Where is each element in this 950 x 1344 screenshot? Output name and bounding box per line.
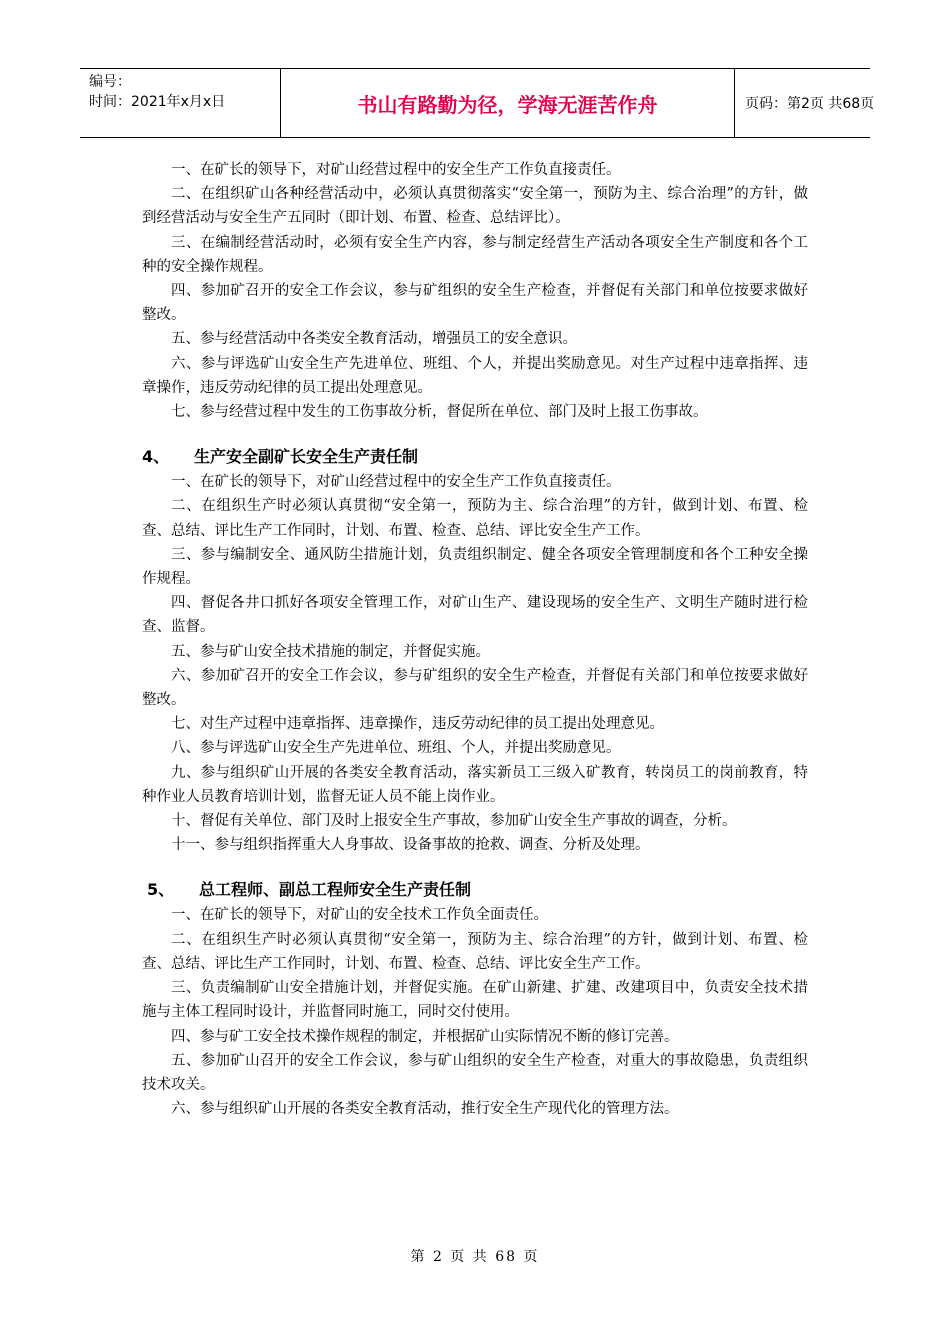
document-header <box>80 68 875 138</box>
paragraph: 五、参加矿山召开的安全工作会议，参与矿山组织的安全生产检查，对重大的事故隐患，负责组织技术攻关。 <box>142 1052 808 1093</box>
paragraph: 十、督促有关单位、部门及时上报安全生产事故，参加矿山安全生产事故的调查，分析。 <box>171 813 737 830</box>
section-heading <box>147 877 808 903</box>
section-number: 5、 <box>147 880 175 900</box>
paragraph: 三、负责编制矿山安全措施计划，并督促实施。在矿山新建、扩建、改建项目中，负责安全技术措施与主体工程同时设计，并监督同时施工，同时交付使用。 <box>142 980 808 1021</box>
paragraph: 八、参与评选矿山安全生产先进单位、班组、个人，并提出奖励意见。 <box>171 740 621 757</box>
section-title: 生产安全副矿长安全生产责任制 <box>194 447 419 467</box>
section-title: 总工程师、副总工程师安全生产责任制 <box>199 880 472 900</box>
paragraph: 七、参与经营过程中发生的工伤事故分析，督促所在单位、部门及时上报工伤事故。 <box>171 404 708 421</box>
section <box>142 857 808 1121</box>
paragraph: 十一、参与组织指挥重大人身事故、设备事故的抢救、调查、分析及处理。 <box>171 837 650 854</box>
paragraph: 四、督促各井口抓好各项安全管理工作，对矿山生产、建设现场的安全生产、文明生产随时进行检查、监督。 <box>142 595 808 636</box>
paragraph: 四、参加矿召开的安全工作会议，参与矿组织的安全生产检查，并督促有关部门和单位按要求做好整改。 <box>142 283 808 324</box>
section-heading <box>142 444 808 470</box>
paragraph: 五、参与矿山安全技术措施的制定，并督促实施。 <box>171 643 490 660</box>
section <box>142 158 808 424</box>
paragraph: 六、参加矿召开的安全工作会议，参与矿组织的安全生产检查，并督促有关部门和单位按要求做好整改。 <box>142 667 808 709</box>
paragraph: 一、在矿长的领导下，对矿山经营过程中的安全生产工作负直接责任。 <box>171 162 621 178</box>
doc-code-label: 编号： <box>89 74 131 90</box>
paragraph: 七、对生产过程中违章指挥、违章操作，违反劳动纪律的员工提出处理意见。 <box>171 716 664 733</box>
section-number: 4、 <box>142 447 170 467</box>
paragraph: 五、参与经营活动中各类安全教育活动，增强员工的安全意识。 <box>171 331 577 348</box>
paragraph: 三、参与编制安全、通风防尘措施计划，负责组织制定、健全各项安全管理制度和各个工种安全操作规程。 <box>142 546 808 588</box>
header-page-info: 页码：第2页 共68页 <box>745 96 875 112</box>
paragraph: 四、参与矿工安全技术操作规程的制定，并根据矿山实际情况不断的修订完善。 <box>171 1028 679 1045</box>
section <box>142 424 808 857</box>
doc-time-label: 时间：2021年x月x日 <box>89 94 226 110</box>
document-body <box>142 158 808 1121</box>
page-footer: 第 2 页 共 68 页 <box>410 1249 540 1265</box>
header-meta-cell <box>80 69 281 137</box>
paragraph: 六、参与评选矿山安全生产先进单位、班组、个人，并提出奖励意见。对生产过程中违章指挥、违章操作，违反劳动纪律的员工提出处理意见。 <box>142 355 808 396</box>
paragraph: 三、在编制经营活动时，必须有安全生产内容，参与制定经营生产活动各项安全生产制度和各个工种的安全操作规程。 <box>142 234 808 275</box>
paragraph: 一、在矿长的领导下，对矿山的安全技术工作负全面责任。 <box>171 907 548 924</box>
paragraph: 二、在组织生产时必须认真贯彻“安全第一，预防为主、综合治理”的方针，做到计划、布置、检查、总结、评比生产工作同时，计划、布置、检查、总结、评比安全生产工作。 <box>142 498 808 539</box>
paragraph: 二、在组织矿山各种经营活动中，必须认真贯彻落实“安全第一，预防为主、综合治理”的方针，做到经营活动与安全生产五同时（即计划、布置、检查、总结评比）。 <box>142 186 808 227</box>
paragraph: 九、参与组织矿山开展的各类安全教育活动，落实新员工三级入矿教育，转岗员工的岗前教育，特种作业人员教育培训计划，监督无证人员不能上岗作业。 <box>142 764 808 805</box>
header-motto: 书山有路勤为径，学海无涯苦作舟 <box>281 69 735 137</box>
paragraph: 六、参与组织矿山开展的各类安全教育活动，推行安全生产现代化的管理方法。 <box>171 1101 679 1118</box>
paragraph: 二、在组织生产时必须认真贯彻“安全第一，预防为主、综合治理”的方针，做到计划、布置、检查、总结、评比生产工作同时，计划、布置、检查、总结、评比安全生产工作。 <box>142 931 808 972</box>
paragraph: 一、在矿长的领导下，对矿山经营过程中的安全生产工作负直接责任。 <box>171 474 621 491</box>
